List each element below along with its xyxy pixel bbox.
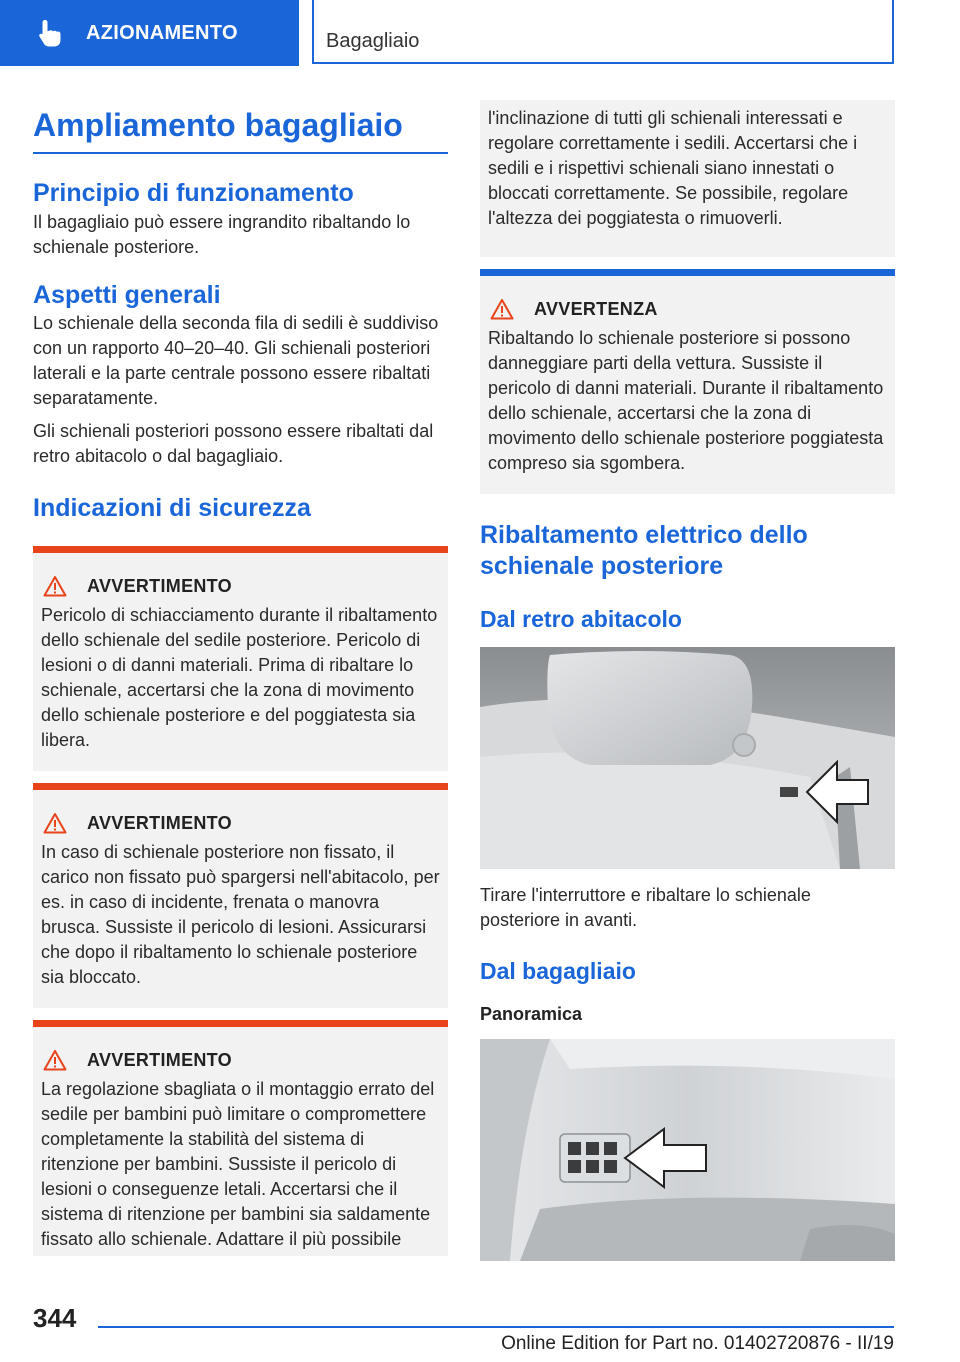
footer-divider [98, 1326, 894, 1328]
panoramica-heading: Panoramica [480, 1004, 583, 1024]
warning-triangle-icon [490, 298, 514, 320]
ribaltamento-heading: Ribaltamento elettrico dello schienale posteriore [480, 521, 808, 581]
section-label: AZIONAMENTO [86, 21, 238, 44]
notice-text: Ribaltando lo schienale posteriore si possono danneggiare parti della vettura. Sussiste il pericolo di danni materiali. Durante il ribaltamento dello schienale, accertarsi che la zona di movimento dello schienale posteriore poggiatesta compreso sia sgombera. [488, 328, 884, 473]
warning-continuation [480, 100, 895, 257]
chapter-header [312, 0, 894, 64]
principio-heading: Principio di funzionamento [33, 179, 354, 208]
warning-triangle-icon [43, 1049, 67, 1071]
warning-label: AVVERTIMENTO [87, 575, 232, 596]
chapter-label: Bagagliaio [326, 30, 420, 52]
trunk-illustration [480, 1039, 895, 1261]
page-number: 344 [33, 1303, 77, 1333]
warning-text: La regolazione sbagliata o il montaggio errato del sedile per bambini può limitare o compromettere completamente la stabilità del sistema di ritenzione per bambini. Sussiste il pericolo di lesioni o conseguenze letali. Accertarsi che il sistema di ritenzione per bambini sia saldamente fissato allo schienale. Adattare il più possibile [41, 1079, 435, 1250]
warning-box-2 [33, 783, 448, 1008]
right-column [480, 100, 895, 1261]
rear-seat-illustration [480, 647, 895, 869]
warning-label: AVVERTIMENTO [87, 812, 232, 833]
rear-seat-photo [480, 647, 895, 869]
aspetti-heading: Aspetti generali [33, 280, 221, 309]
bagagliaio-heading: Dal bagagliaio [480, 958, 636, 985]
continuation-text: l'inclinazione di tutti gli schienali interessati e regolare correttamente i sedili. Accertarsi che i sedili e i rispettivi schienali siano innestati o bloccati correttamente. Se possibile, regolare l'altezza dei poggiatesta o rimuoverli. [488, 108, 858, 228]
warning-box-3 [33, 1020, 448, 1256]
aspetti-text-1: Lo schienale della seconda fila di sedili è suddiviso con un rapporto 40–20–40. Gli schienali posteriori laterali e la parte centrale possono essere ribaltati separatamente. [33, 312, 439, 408]
page-title: Ampliamento bagagliaio [33, 106, 448, 154]
edition-note: Online Edition for Part no. 01402720876 - II/19 [501, 1333, 894, 1354]
aspetti-text-2: Gli schienali posteriori possono essere ribaltati dal retro abitacolo o dal bagagliaio. [33, 420, 434, 466]
warning-triangle-icon [43, 575, 67, 597]
notice-box [480, 269, 895, 494]
warning-triangle-icon [43, 812, 67, 834]
notice-label: AVVERTENZA [534, 298, 658, 319]
retro-caption: Tirare l'interruttore e ribaltare lo schienale posteriore in avanti. [480, 885, 811, 931]
trunk-photo [480, 1039, 895, 1261]
warning-label: AVVERTIMENTO [87, 1049, 232, 1070]
left-column [33, 100, 448, 1256]
warning-text: Pericolo di schiacciamento durante il ribaltamento dello schienale del sedile posteriore. Pericolo di lesioni o di danni materiali. Prima di ribaltare lo schienale, accertarsi che la zona di movimento dello schienale posteriore e del poggiatesta sia libera. [41, 605, 438, 751]
principio-text: Il bagagliaio può essere ingrandito ribaltando lo schienale posteriore. [33, 211, 411, 257]
warning-text: In caso di schienale posteriore non fissato, il carico non fissato può spargersi nell'abitacolo, per es. in caso di incidente, frenata o manovra brusca. Sussiste il pericolo di lesioni. Assicurarsi che dopo il ribaltamento lo schienale posteriore sia bloccato. [41, 842, 440, 988]
sicurezza-heading: Indicazioni di sicurezza [33, 493, 311, 522]
section-tab[interactable] [0, 0, 299, 66]
warning-box-1 [33, 546, 448, 771]
hand-pointer-icon [36, 18, 64, 48]
retro-heading: Dal retro abitacolo [480, 605, 682, 632]
